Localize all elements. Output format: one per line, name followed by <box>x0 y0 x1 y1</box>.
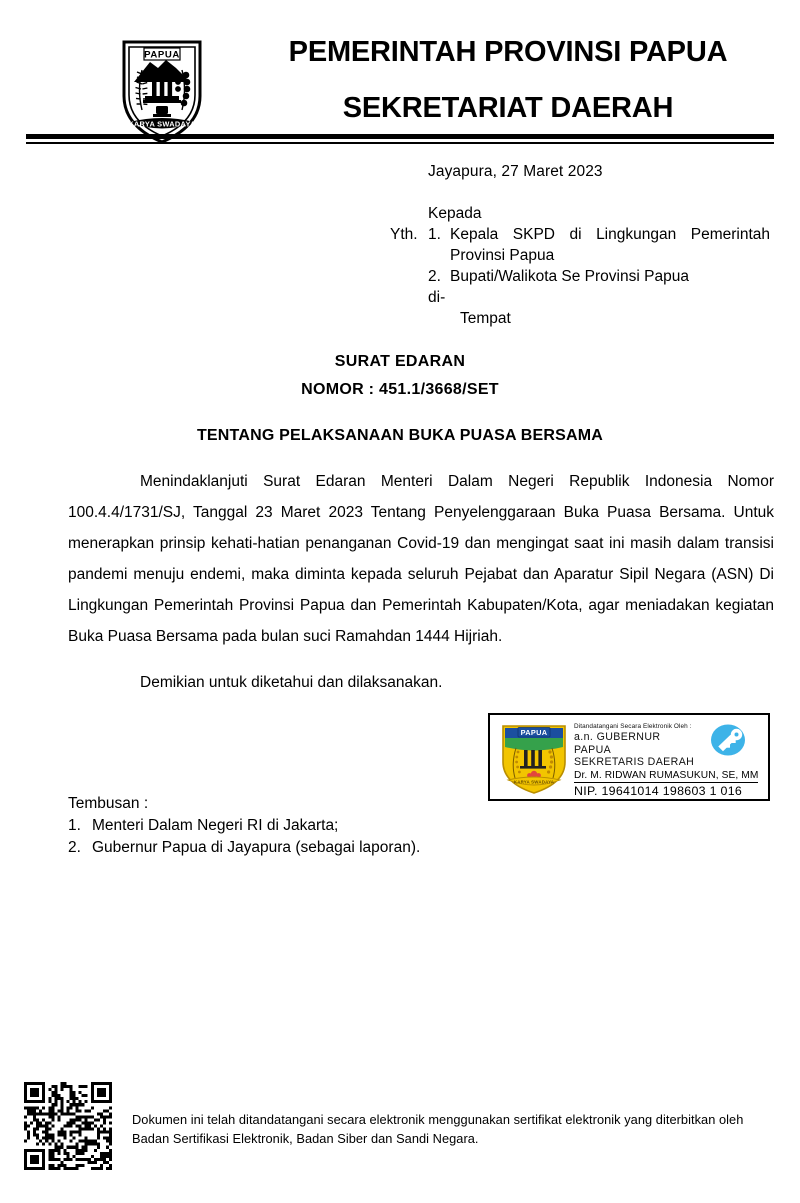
papua-coat-of-arms-logo <box>112 34 212 146</box>
addressee-item-2 <box>428 266 790 287</box>
body-paragraph <box>68 466 774 652</box>
addressee-tempat: Tempat <box>460 310 511 327</box>
svg-text:KARYA SWADAYA: KARYA SWADAYA <box>513 779 555 785</box>
papua-emblem-color-icon <box>498 720 570 796</box>
svg-text:KARYA SWADAYA: KARYA SWADAYA <box>128 119 196 129</box>
tembusan-heading: Tembusan : <box>68 795 149 812</box>
svg-text:PAPUA: PAPUA <box>520 728 548 738</box>
tembusan-item-number: 2. <box>68 839 81 856</box>
document-subject: TENTANG PELAKSANAAN BUKA PUASA BERSAMA <box>196 427 604 444</box>
tembusan-item <box>68 815 420 837</box>
footer-disclaimer-line-1: Dokumen ini telah ditandatangani secara elektronik menggunakan sertifikat elektronik yang diterbitkan oleh <box>132 1112 744 1127</box>
tembusan-block <box>68 793 420 859</box>
header-rule-thin <box>26 142 774 144</box>
addressee-yth: Yth. <box>390 226 418 243</box>
addressee-item-2-number: 2. <box>428 268 441 285</box>
dateline: Jayapura, 27 Maret 2023 <box>428 163 603 180</box>
electronic-signature-stamp <box>488 713 770 801</box>
stamp-signed-label: Ditandatangani Secara Elektronik Oleh : <box>574 723 692 730</box>
addressee-item-1 <box>390 224 790 245</box>
header-rule-thick <box>26 134 774 139</box>
letterhead-line-1: PEMERINTAH PROVINSI PAPUA <box>288 36 728 68</box>
addressee-di: di- <box>428 289 446 306</box>
stamp-title-line-1: a.n. GUBERNUR PAPUA <box>574 731 661 756</box>
letterhead-line-2: SEKRETARIAT DAERAH <box>342 92 674 124</box>
addressee-item-1-cont: Provinsi Papua <box>450 247 555 264</box>
document-type-title: SURAT EDARAN <box>334 353 466 370</box>
stamp-text-block <box>574 722 700 769</box>
signatory-nip: NIP. 19641014 198603 1 016 <box>574 784 743 798</box>
qr-code <box>24 1082 112 1170</box>
addressee-block <box>390 203 790 329</box>
tembusan-item-number: 1. <box>68 817 81 834</box>
closing-statement: Demikian untuk diketahui dan dilaksanakan. <box>140 674 443 691</box>
key-icon <box>708 723 748 757</box>
letterhead-title <box>228 14 788 123</box>
addressee-item-1-number: 1. <box>428 226 441 243</box>
addressee-kepada: Kepada <box>428 205 482 222</box>
addressee-item-2-text: Bupati/Walikota Se Provinsi Papua <box>450 268 689 285</box>
footer-disclaimer <box>132 1110 782 1148</box>
tembusan-item-text: Gubernur Papua di Jayapura (sebagai laporan). <box>92 839 421 856</box>
signatory-block <box>574 765 764 799</box>
tembusan-item <box>68 837 420 859</box>
body-paragraph-text: Menindaklanjuti Surat Edaran Menteri Dalam Negeri Republik Indonesia Nomor 100.4.4/1731/SJ, Tanggal 23 Maret 2023 Tentang Penyelenggaraan Buka Puasa Bersama. Untuk menerapkan prinsip kehati-hatian penanganan Covid-19 dan mengingat saat ini masih dalam transisi pandemi menuju endemi, maka diminta kepada seluruh Pejabat dan Aparatur Sipil Negara (ASN) Di Lingkungan Pemerintah Provinsi Papua dan Pemerintah Kabupaten/Kota, agar meniadakan kegiatan Buka Puasa Bersama pada bulan suci Ramahdan 1444 Hijriah. <box>68 473 774 645</box>
footer-disclaimer-line-2: Badan Sertifikasi Elektronik, Badan Siber dan Sandi Negara. <box>132 1131 479 1146</box>
svg-text:PAPUA: PAPUA <box>144 49 180 61</box>
document-number: NOMOR : 451.1/3668/SET <box>301 381 499 398</box>
tembusan-item-text: Menteri Dalam Negeri RI di Jakarta; <box>92 817 339 834</box>
addressee-item-1-text: Kepala SKPD di Lingkungan Pemerintah <box>450 226 770 243</box>
stamp-title-line-2: SEKRETARIS DAERAH <box>574 756 695 768</box>
letterhead <box>0 14 800 134</box>
signatory-name: Dr. M. RIDWAN RUMASUKUN, SE, MM <box>574 770 759 781</box>
